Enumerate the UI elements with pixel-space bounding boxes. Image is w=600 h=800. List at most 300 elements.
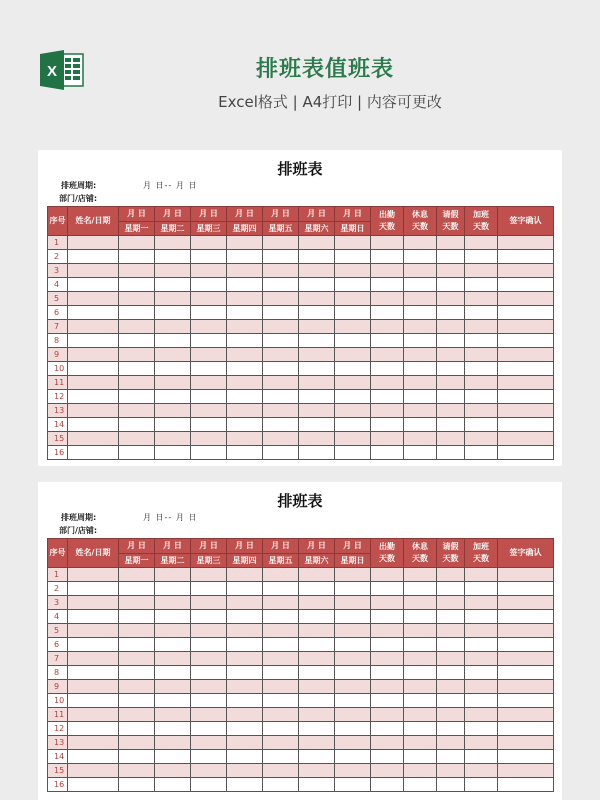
table-cell[interactable] [335,250,371,264]
table-cell[interactable] [263,236,299,250]
table-cell[interactable] [335,306,371,320]
table-cell[interactable] [335,334,371,348]
table-cell[interactable] [437,624,465,638]
table-cell[interactable] [465,722,498,736]
table-cell[interactable] [465,778,498,792]
table-cell[interactable] [335,694,371,708]
table-cell[interactable] [191,708,227,722]
table-cell[interactable] [371,376,404,390]
table-cell[interactable] [191,320,227,334]
table-cell[interactable] [227,334,263,348]
table-cell[interactable] [227,582,263,596]
table-cell[interactable] [119,278,155,292]
table-cell[interactable] [404,376,437,390]
table-cell[interactable] [191,292,227,306]
table-cell[interactable] [498,610,554,624]
table-cell[interactable] [404,736,437,750]
table-cell[interactable] [119,736,155,750]
table-cell[interactable] [335,638,371,652]
table-cell[interactable] [299,610,335,624]
table-cell[interactable] [404,708,437,722]
table-cell[interactable] [191,250,227,264]
table-cell[interactable] [335,446,371,460]
table-cell[interactable] [335,264,371,278]
table-cell[interactable] [404,334,437,348]
table-cell[interactable] [191,446,227,460]
table-cell[interactable] [465,652,498,666]
table-cell[interactable] [191,418,227,432]
table-cell[interactable] [227,446,263,460]
table-cell[interactable] [371,418,404,432]
table-cell[interactable] [263,680,299,694]
table-cell[interactable] [335,432,371,446]
table-cell[interactable] [155,362,191,376]
table-cell[interactable] [335,722,371,736]
table-cell[interactable] [498,596,554,610]
table-cell[interactable] [119,390,155,404]
table-cell[interactable] [465,666,498,680]
table-cell[interactable] [68,418,119,432]
table-cell[interactable] [227,278,263,292]
table-cell[interactable] [498,778,554,792]
table-cell[interactable] [335,236,371,250]
table-cell[interactable] [371,652,404,666]
table-cell[interactable] [68,624,119,638]
table-cell[interactable] [404,722,437,736]
table-cell[interactable] [498,666,554,680]
table-cell[interactable] [437,264,465,278]
table-cell[interactable] [299,666,335,680]
table-cell[interactable] [299,306,335,320]
table-cell[interactable] [299,778,335,792]
table-cell[interactable] [191,610,227,624]
table-cell[interactable] [119,376,155,390]
table-cell[interactable] [498,404,554,418]
table-cell[interactable] [371,722,404,736]
table-cell[interactable] [155,568,191,582]
table-cell[interactable] [404,582,437,596]
table-cell[interactable] [227,764,263,778]
table-cell[interactable] [437,390,465,404]
table-cell[interactable] [155,708,191,722]
table-cell[interactable] [68,582,119,596]
table-cell[interactable] [437,348,465,362]
table-cell[interactable] [227,376,263,390]
table-cell[interactable] [155,348,191,362]
table-cell[interactable] [437,292,465,306]
table-cell[interactable] [437,680,465,694]
table-cell[interactable] [263,624,299,638]
table-cell[interactable] [404,278,437,292]
table-cell[interactable] [371,362,404,376]
table-cell[interactable] [371,694,404,708]
table-cell[interactable] [299,568,335,582]
table-cell[interactable] [404,666,437,680]
table-cell[interactable] [465,264,498,278]
table-cell[interactable] [227,680,263,694]
table-cell[interactable] [263,652,299,666]
table-cell[interactable] [155,736,191,750]
table-cell[interactable] [335,390,371,404]
table-cell[interactable] [263,582,299,596]
table-cell[interactable] [437,320,465,334]
table-cell[interactable] [498,250,554,264]
table-cell[interactable] [119,638,155,652]
table-cell[interactable] [465,432,498,446]
table-cell[interactable] [119,764,155,778]
table-cell[interactable] [191,306,227,320]
table-cell[interactable] [68,638,119,652]
table-cell[interactable] [119,596,155,610]
table-cell[interactable] [263,764,299,778]
table-cell[interactable] [465,418,498,432]
table-cell[interactable] [404,596,437,610]
table-cell[interactable] [371,278,404,292]
table-cell[interactable] [263,320,299,334]
table-cell[interactable] [155,418,191,432]
table-cell[interactable] [263,666,299,680]
table-cell[interactable] [227,666,263,680]
table-cell[interactable] [263,250,299,264]
table-cell[interactable] [404,404,437,418]
table-cell[interactable] [299,652,335,666]
table-cell[interactable] [299,278,335,292]
table-cell[interactable] [335,610,371,624]
table-cell[interactable] [498,750,554,764]
table-cell[interactable] [191,432,227,446]
table-cell[interactable] [68,278,119,292]
table-cell[interactable] [119,652,155,666]
table-cell[interactable] [404,292,437,306]
table-cell[interactable] [263,306,299,320]
table-cell[interactable] [465,348,498,362]
table-cell[interactable] [371,764,404,778]
table-cell[interactable] [119,306,155,320]
table-cell[interactable] [155,250,191,264]
table-cell[interactable] [371,736,404,750]
table-cell[interactable] [263,432,299,446]
table-cell[interactable] [498,348,554,362]
table-cell[interactable] [498,708,554,722]
table-cell[interactable] [227,418,263,432]
table-cell[interactable] [335,568,371,582]
table-cell[interactable] [155,694,191,708]
table-cell[interactable] [299,750,335,764]
table-cell[interactable] [191,236,227,250]
table-cell[interactable] [191,666,227,680]
table-cell[interactable] [371,334,404,348]
table-cell[interactable] [68,722,119,736]
table-cell[interactable] [437,568,465,582]
table-cell[interactable] [299,334,335,348]
table-cell[interactable] [227,236,263,250]
table-cell[interactable] [437,362,465,376]
table-cell[interactable] [119,694,155,708]
table-cell[interactable] [371,348,404,362]
table-cell[interactable] [371,432,404,446]
table-cell[interactable] [155,582,191,596]
table-cell[interactable] [465,446,498,460]
table-cell[interactable] [191,334,227,348]
table-cell[interactable] [404,306,437,320]
table-cell[interactable] [465,250,498,264]
table-cell[interactable] [371,666,404,680]
table-cell[interactable] [191,278,227,292]
table-cell[interactable] [299,736,335,750]
table-cell[interactable] [498,334,554,348]
table-cell[interactable] [227,596,263,610]
table-cell[interactable] [335,376,371,390]
table-cell[interactable] [68,446,119,460]
table-cell[interactable] [371,750,404,764]
table-cell[interactable] [68,264,119,278]
table-cell[interactable] [68,680,119,694]
table-cell[interactable] [437,596,465,610]
table-cell[interactable] [263,446,299,460]
table-cell[interactable] [465,320,498,334]
table-cell[interactable] [119,404,155,418]
table-cell[interactable] [371,446,404,460]
table-cell[interactable] [68,348,119,362]
table-cell[interactable] [227,568,263,582]
table-cell[interactable] [465,736,498,750]
table-cell[interactable] [404,764,437,778]
table-cell[interactable] [335,320,371,334]
table-cell[interactable] [68,362,119,376]
table-cell[interactable] [263,610,299,624]
table-cell[interactable] [437,306,465,320]
table-cell[interactable] [404,446,437,460]
table-cell[interactable] [68,764,119,778]
table-cell[interactable] [119,778,155,792]
table-cell[interactable] [437,652,465,666]
table-cell[interactable] [191,362,227,376]
table-cell[interactable] [335,652,371,666]
table-cell[interactable] [299,362,335,376]
table-cell[interactable] [404,320,437,334]
table-cell[interactable] [191,750,227,764]
table-cell[interactable] [299,694,335,708]
table-cell[interactable] [119,568,155,582]
table-cell[interactable] [119,722,155,736]
table-cell[interactable] [263,404,299,418]
table-cell[interactable] [335,596,371,610]
table-cell[interactable] [191,778,227,792]
table-cell[interactable] [404,236,437,250]
table-cell[interactable] [465,236,498,250]
table-cell[interactable] [191,596,227,610]
table-cell[interactable] [191,638,227,652]
table-cell[interactable] [263,694,299,708]
table-cell[interactable] [371,680,404,694]
table-cell[interactable] [119,624,155,638]
table-cell[interactable] [68,666,119,680]
table-cell[interactable] [299,320,335,334]
table-cell[interactable] [191,764,227,778]
table-cell[interactable] [299,292,335,306]
table-cell[interactable] [335,624,371,638]
table-cell[interactable] [465,334,498,348]
table-cell[interactable] [465,638,498,652]
table-cell[interactable] [227,362,263,376]
table-cell[interactable] [498,320,554,334]
table-cell[interactable] [191,582,227,596]
table-cell[interactable] [299,250,335,264]
table-cell[interactable] [371,610,404,624]
table-cell[interactable] [155,596,191,610]
table-cell[interactable] [68,610,119,624]
table-cell[interactable] [299,264,335,278]
table-cell[interactable] [299,348,335,362]
table-cell[interactable] [68,376,119,390]
table-cell[interactable] [465,376,498,390]
table-cell[interactable] [191,390,227,404]
table-cell[interactable] [498,568,554,582]
table-cell[interactable] [335,404,371,418]
table-cell[interactable] [371,390,404,404]
table-cell[interactable] [68,250,119,264]
table-cell[interactable] [437,708,465,722]
table-cell[interactable] [155,750,191,764]
table-cell[interactable] [155,376,191,390]
table-cell[interactable] [299,764,335,778]
table-cell[interactable] [263,362,299,376]
table-cell[interactable] [498,306,554,320]
table-cell[interactable] [437,432,465,446]
table-cell[interactable] [437,736,465,750]
table-cell[interactable] [119,750,155,764]
table-cell[interactable] [155,778,191,792]
table-cell[interactable] [404,390,437,404]
table-cell[interactable] [119,708,155,722]
table-cell[interactable] [371,708,404,722]
table-cell[interactable] [299,446,335,460]
table-cell[interactable] [68,432,119,446]
table-cell[interactable] [465,278,498,292]
table-cell[interactable] [263,418,299,432]
table-cell[interactable] [263,568,299,582]
table-cell[interactable] [155,638,191,652]
table-cell[interactable] [404,750,437,764]
table-cell[interactable] [437,764,465,778]
table-cell[interactable] [227,652,263,666]
table-cell[interactable] [335,736,371,750]
table-cell[interactable] [263,390,299,404]
table-cell[interactable] [465,610,498,624]
table-cell[interactable] [227,390,263,404]
table-cell[interactable] [68,778,119,792]
table-cell[interactable] [119,348,155,362]
table-cell[interactable] [335,582,371,596]
table-cell[interactable] [227,624,263,638]
table-cell[interactable] [498,764,554,778]
table-cell[interactable] [335,764,371,778]
table-cell[interactable] [68,306,119,320]
table-cell[interactable] [465,582,498,596]
table-cell[interactable] [119,334,155,348]
table-cell[interactable] [404,362,437,376]
table-cell[interactable] [227,722,263,736]
table-cell[interactable] [371,236,404,250]
table-cell[interactable] [68,320,119,334]
table-cell[interactable] [227,432,263,446]
table-cell[interactable] [437,236,465,250]
table-cell[interactable] [335,708,371,722]
table-cell[interactable] [68,694,119,708]
table-cell[interactable] [335,362,371,376]
table-cell[interactable] [155,680,191,694]
table-cell[interactable] [371,404,404,418]
table-cell[interactable] [155,292,191,306]
table-cell[interactable] [404,778,437,792]
table-cell[interactable] [119,264,155,278]
table-cell[interactable] [299,722,335,736]
table-cell[interactable] [68,404,119,418]
table-cell[interactable] [465,596,498,610]
table-cell[interactable] [191,348,227,362]
table-cell[interactable] [263,292,299,306]
table-cell[interactable] [263,348,299,362]
table-cell[interactable] [437,334,465,348]
table-cell[interactable] [263,596,299,610]
table-cell[interactable] [299,376,335,390]
table-cell[interactable] [437,666,465,680]
table-cell[interactable] [119,250,155,264]
table-cell[interactable] [465,404,498,418]
table-cell[interactable] [227,736,263,750]
table-cell[interactable] [498,736,554,750]
table-cell[interactable] [68,390,119,404]
table-cell[interactable] [498,722,554,736]
table-cell[interactable] [191,680,227,694]
table-cell[interactable] [404,250,437,264]
table-cell[interactable] [191,722,227,736]
table-cell[interactable] [191,624,227,638]
table-cell[interactable] [299,432,335,446]
table-cell[interactable] [227,750,263,764]
table-cell[interactable] [299,680,335,694]
table-cell[interactable] [68,750,119,764]
table-cell[interactable] [437,376,465,390]
table-cell[interactable] [263,264,299,278]
table-cell[interactable] [119,666,155,680]
table-cell[interactable] [498,362,554,376]
table-cell[interactable] [299,390,335,404]
table-cell[interactable] [155,236,191,250]
table-cell[interactable] [335,778,371,792]
table-cell[interactable] [68,334,119,348]
table-cell[interactable] [299,236,335,250]
table-cell[interactable] [155,610,191,624]
table-cell[interactable] [498,376,554,390]
table-cell[interactable] [465,624,498,638]
table-cell[interactable] [465,750,498,764]
table-cell[interactable] [404,638,437,652]
table-cell[interactable] [404,694,437,708]
table-cell[interactable] [498,390,554,404]
table-cell[interactable] [119,432,155,446]
table-cell[interactable] [263,736,299,750]
table-cell[interactable] [498,236,554,250]
table-cell[interactable] [437,610,465,624]
table-cell[interactable] [371,624,404,638]
table-cell[interactable] [263,334,299,348]
table-cell[interactable] [498,264,554,278]
table-cell[interactable] [404,432,437,446]
table-cell[interactable] [498,680,554,694]
table-cell[interactable] [498,624,554,638]
table-cell[interactable] [437,750,465,764]
